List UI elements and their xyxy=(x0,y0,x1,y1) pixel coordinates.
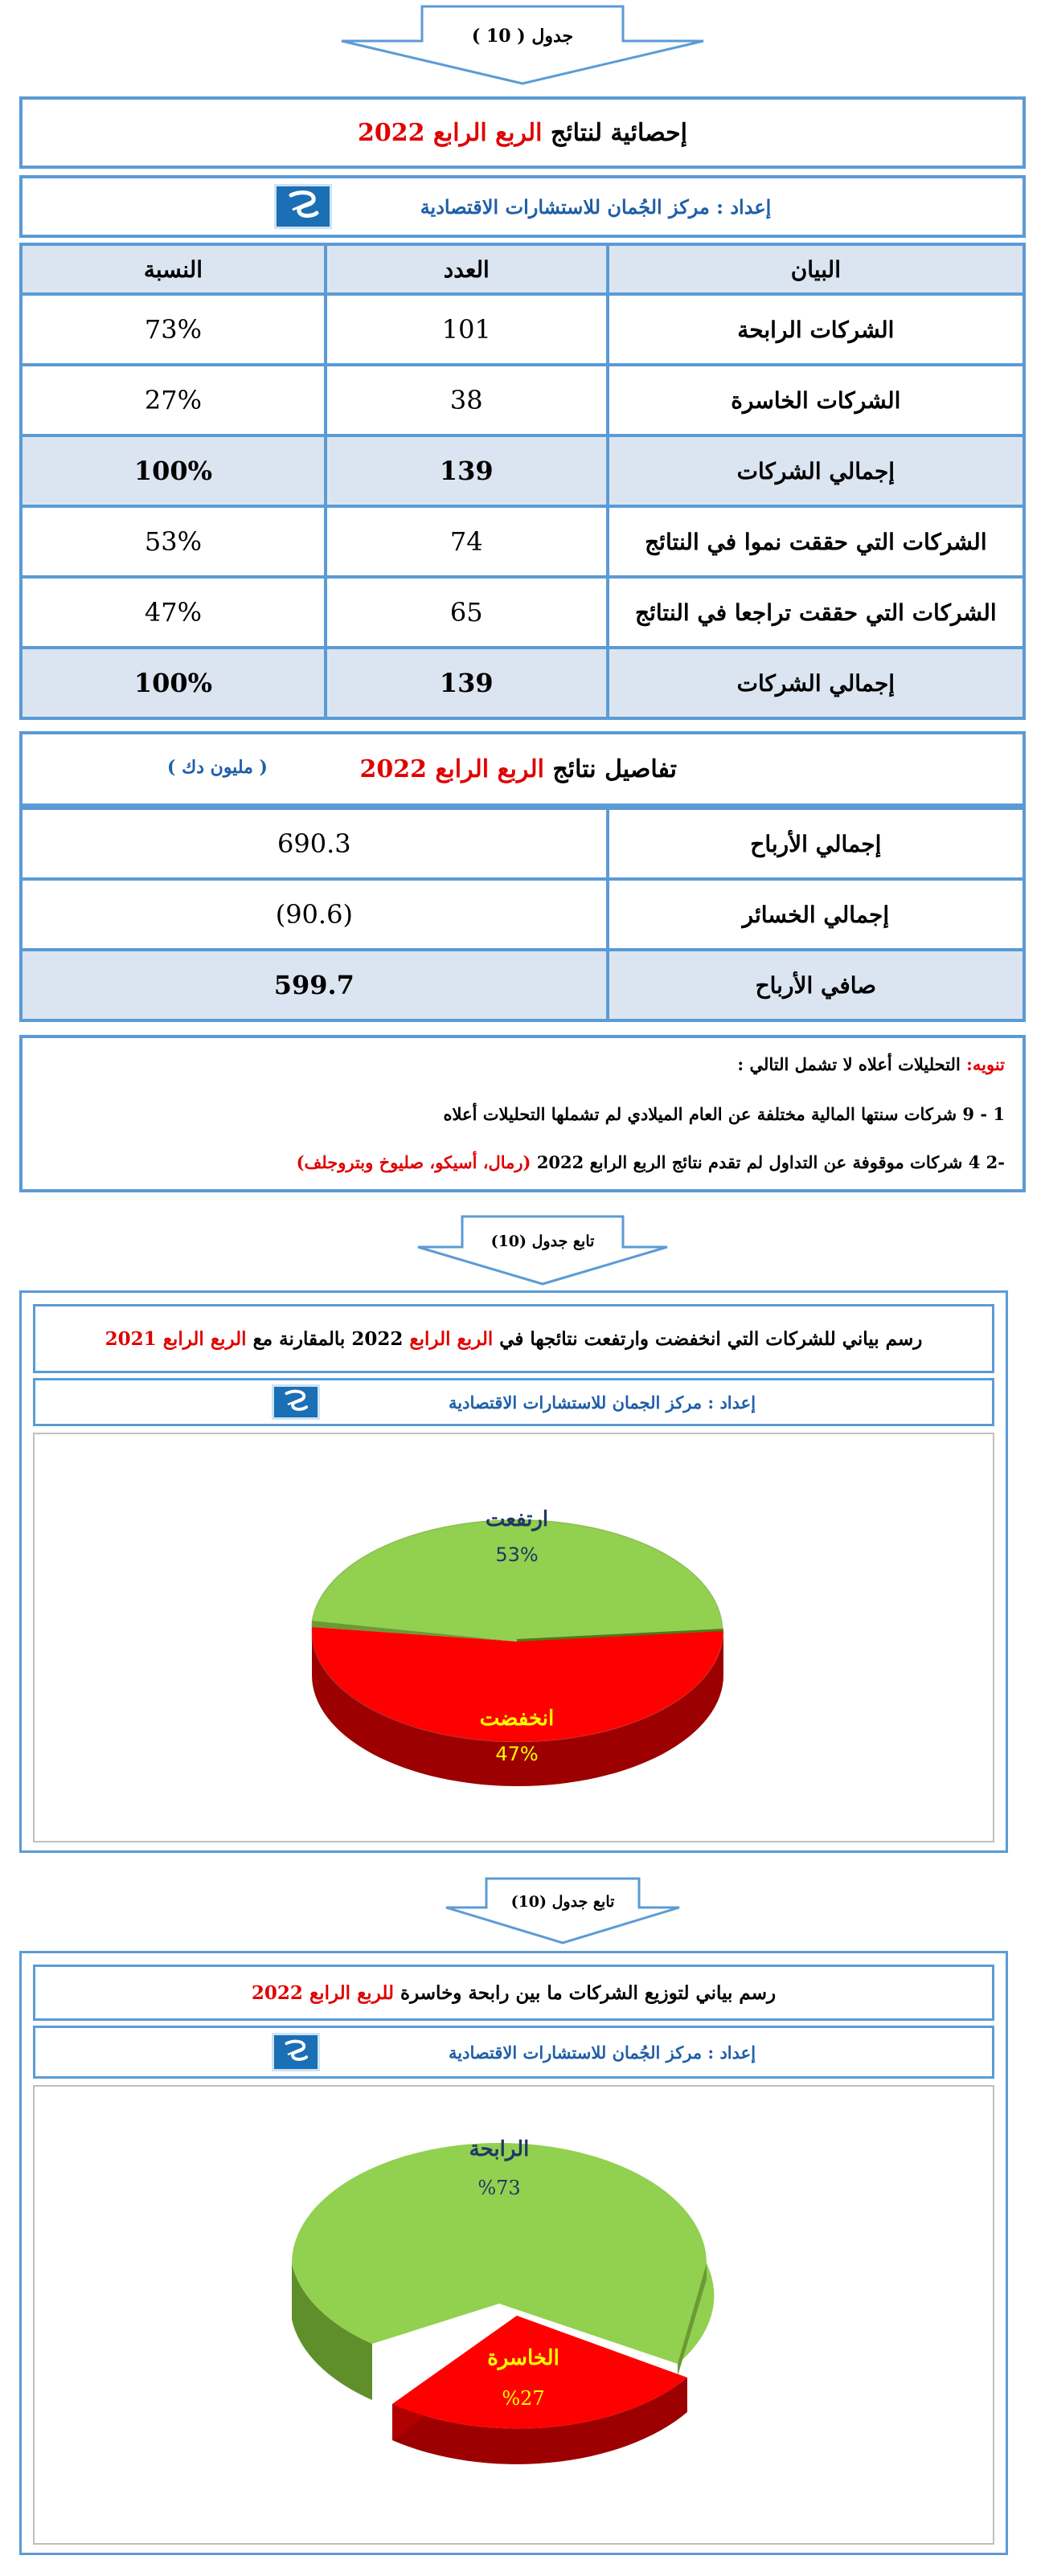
chart1-title xyxy=(33,1304,994,1373)
chart1-area xyxy=(33,1433,994,1842)
chart2-title-year: 2022 xyxy=(251,1981,303,2004)
notes-line-2 xyxy=(297,1152,1005,1172)
prepared-by-text: إعداد : مركز الجُمان للاستشارات الاقتصادية xyxy=(448,2042,756,2063)
row-count: 101 xyxy=(326,294,608,365)
row-label: الشركات الخاسرة xyxy=(608,365,1024,435)
table2-title-prefix: تفاصيل نتائج xyxy=(552,754,677,783)
table-row xyxy=(21,506,1024,577)
chart1-svg xyxy=(35,1434,996,1844)
prepared-by-text: إعداد : مركز الجمان للاستشارات الاقتصادية xyxy=(448,1392,756,1413)
continue-label: تابع جدول (10) xyxy=(510,1893,615,1911)
notes-line-1: 1 - 9 شركات سنتها المالية مختلفة عن العام الميلادي لم تشملها التحليلات أعلاه xyxy=(443,1104,1005,1124)
row-value: (90.6) xyxy=(21,879,608,950)
chart2-area xyxy=(33,2085,994,2545)
table2-title-red: الربع الرابع xyxy=(435,754,544,783)
row-count: 139 xyxy=(326,435,608,506)
row-label: الشركات التي حققت نموا في النتائج xyxy=(608,506,1024,577)
table2-title xyxy=(19,731,1026,807)
notes-heading xyxy=(737,1054,1005,1074)
pie2-label-loss: الخاسرة xyxy=(487,2346,559,2370)
pie2-value-win: %73 xyxy=(477,2177,521,2199)
table1-title-red: الربع الرابع xyxy=(432,118,543,147)
column-header: العدد xyxy=(326,244,608,294)
row-count: 74 xyxy=(326,506,608,577)
prepared-by-text: إعداد : مركز الجُمان للاستشارات الاقتصادية xyxy=(420,194,772,219)
column-header: البيان xyxy=(608,244,1024,294)
table-row xyxy=(21,879,1024,950)
row-label: الشركات التي حققت تراجعا في النتائج xyxy=(608,577,1024,648)
row-pct: 47% xyxy=(21,577,326,648)
row-pct: 73% xyxy=(21,294,326,365)
row-pct: 100% xyxy=(21,648,326,718)
pie1-label-down: انخفضت xyxy=(479,1707,555,1731)
chart2-svg xyxy=(35,2087,996,2546)
row-value: 599.7 xyxy=(21,950,608,1020)
chart1-title-year: 2021 xyxy=(104,1327,157,1350)
table-number-label: جدول ( 10 ) xyxy=(471,26,574,47)
chart2-panel xyxy=(19,1951,1008,2555)
continue-label: تابع جدول (10) xyxy=(490,1233,595,1250)
table1-title-prefix: إحصائية لنتائج xyxy=(550,118,687,147)
chart2-title xyxy=(33,1965,994,2021)
notes-heading-red: تنويه: xyxy=(966,1054,1005,1074)
row-label: الشركات الرابحة xyxy=(608,294,1024,365)
row-pct: 53% xyxy=(21,506,326,577)
table-row xyxy=(21,294,1024,365)
table-row-total xyxy=(21,648,1024,718)
header-arrow xyxy=(338,5,707,85)
notes-line-2-text: -2 4 شركات موقوفة عن التداول لم تقدم نتائج الربع الرابع 2022 xyxy=(536,1152,1005,1172)
pie1-label-up: ارتفعت xyxy=(485,1507,549,1531)
row-label: إجمالي الشركات xyxy=(608,435,1024,506)
table-row xyxy=(21,808,1024,879)
chart2-prepared-by xyxy=(33,2026,994,2079)
chart1-prepared-by xyxy=(33,1378,994,1426)
chart1-title-mid: 2022 بالمقارنة مع xyxy=(252,1327,404,1350)
chart1-title-red2: الربع الرابع xyxy=(162,1327,247,1350)
table-row xyxy=(21,577,1024,648)
logo-icon xyxy=(274,184,332,229)
pie2-label-win: الرابحة xyxy=(469,2137,530,2161)
pie2-value-loss: %27 xyxy=(502,2387,545,2410)
chart2-title-red: للربع الرابع xyxy=(309,1981,395,2004)
table2-title-year: 2022 xyxy=(359,754,427,783)
stats-table xyxy=(19,243,1026,720)
row-count: 139 xyxy=(326,648,608,718)
table-header-row xyxy=(21,244,1024,294)
chart2-title-prefix: رسم بياني لتوزيع الشركات ما بين رابحة وخاسرة xyxy=(400,1981,777,2004)
table1-prepared-by xyxy=(19,175,1026,238)
pie1-value-up: 53% xyxy=(495,1544,539,1566)
table1-title xyxy=(19,96,1026,169)
row-value: 690.3 xyxy=(21,808,608,879)
chart1-title-red1: الربع الرابع xyxy=(409,1327,494,1350)
row-label: إجمالي الشركات xyxy=(608,648,1024,718)
table-row xyxy=(21,365,1024,435)
row-count: 65 xyxy=(326,577,608,648)
unit-label: ( مليون دك ) xyxy=(167,757,268,778)
details-table xyxy=(19,807,1026,1022)
logo-icon xyxy=(272,1384,320,1420)
notes-box xyxy=(19,1035,1026,1192)
row-label: إجمالي الخسائر xyxy=(608,879,1024,950)
row-pct: 27% xyxy=(21,365,326,435)
chart1-title-prefix: رسم بياني للشركات التي انخفضت وارتفعت نتائجها في xyxy=(499,1327,923,1350)
logo-icon xyxy=(272,2033,320,2071)
row-label: إجمالي الأرباح xyxy=(608,808,1024,879)
continue-arrow-1 xyxy=(414,1215,671,1286)
pie1-value-down: 47% xyxy=(495,1743,539,1765)
table1-title-year: 2022 xyxy=(358,118,425,147)
notes-line-2-red: (رمال، أسيكو، صليوخ وبتروجلف) xyxy=(296,1152,531,1172)
row-pct: 100% xyxy=(21,435,326,506)
row-label: صافي الأرباح xyxy=(608,950,1024,1020)
row-count: 38 xyxy=(326,365,608,435)
continue-arrow-2 xyxy=(442,1877,683,1944)
column-header: النسبة xyxy=(21,244,326,294)
notes-heading-text: التحليلات أعلاه لا تشمل التالي : xyxy=(737,1054,961,1074)
table-row-total xyxy=(21,435,1024,506)
chart1-panel xyxy=(19,1290,1008,1853)
table-row-total xyxy=(21,950,1024,1020)
